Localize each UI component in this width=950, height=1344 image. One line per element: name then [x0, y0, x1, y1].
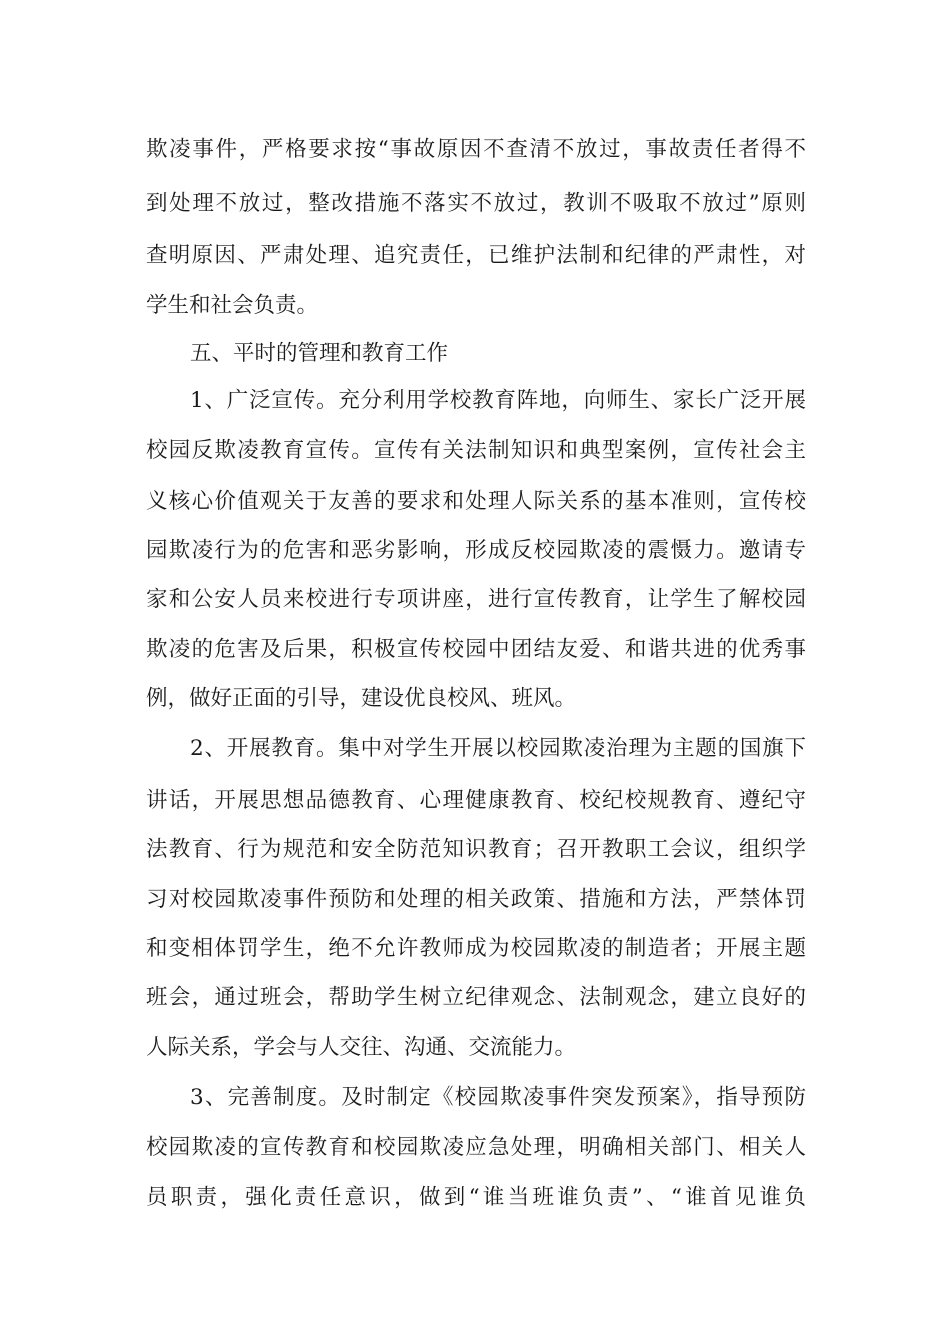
text-line: 查明原因、严肃处理、追究责任，已维护法制和纪律的严肃性，对: [146, 243, 806, 268]
text-line: 习对校园欺凌事件预防和处理的相关政策、措施和方法，严禁体罚: [146, 887, 806, 912]
text-line: 园欺凌行为的危害和恶劣影响，形成反校园欺凌的震慑力。邀请专: [146, 538, 806, 563]
text-line: 学生和社会负责。: [146, 293, 319, 318]
text-line: 1、广泛宣传。充分利用学校教育阵地，向师生、家长广泛开展: [190, 388, 806, 413]
text-line: 欺凌的危害及后果，积极宣传校园中团结友爱、和谐共进的优秀事: [146, 637, 806, 662]
text-line: 班会，通过班会，帮助学生树立纪律观念、法制观念，建立良好的: [146, 985, 806, 1010]
text-line: 到处理不放过，整改措施不落实不放过，教训不吸取不放过”原则: [146, 191, 806, 216]
text-line: 义核心价值观关于友善的要求和处理人际关系的基本准则，宣传校: [146, 489, 806, 514]
text-line: 校园反欺凌教育宣传。宣传有关法制知识和典型案例，宣传社会主: [146, 438, 806, 463]
text-line: 人际关系，学会与人交往、沟通、交流能力。: [146, 1035, 577, 1060]
text-line: 和变相体罚学生，绝不允许教师成为校园欺凌的制造者；开展主题: [146, 936, 806, 961]
text-line: 欺凌事件，严格要求按“事故原因不查清不放过，事故责任者得不: [146, 137, 806, 162]
text-line: 3、完善制度。及时制定《校园欺凌事件突发预案》，指导预防: [190, 1085, 806, 1110]
text-line: 员职责，强化责任意识，做到“谁当班谁负责”、“谁首见谁负: [146, 1185, 806, 1210]
section-heading: 五、平时的管理和教育工作: [190, 341, 449, 366]
text-line: 法教育、行为规范和安全防范知识教育；召开教职工会议，组织学: [146, 837, 806, 862]
text-line: 2、开展教育。集中对学生开展以校园欺凌治理为主题的国旗下: [190, 736, 806, 761]
text-line: 校园欺凌的宣传教育和校园欺凌应急处理，明确相关部门、相关人: [146, 1135, 806, 1160]
text-line: 例，做好正面的引导，建设优良校风、班风。: [146, 686, 577, 711]
text-line: 家和公安人员来校进行专项讲座，进行宣传教育，让学生了解校园: [146, 587, 806, 612]
text-line: 讲话，开展思想品德教育、心理健康教育、校纪校规教育、遵纪守: [146, 788, 806, 813]
